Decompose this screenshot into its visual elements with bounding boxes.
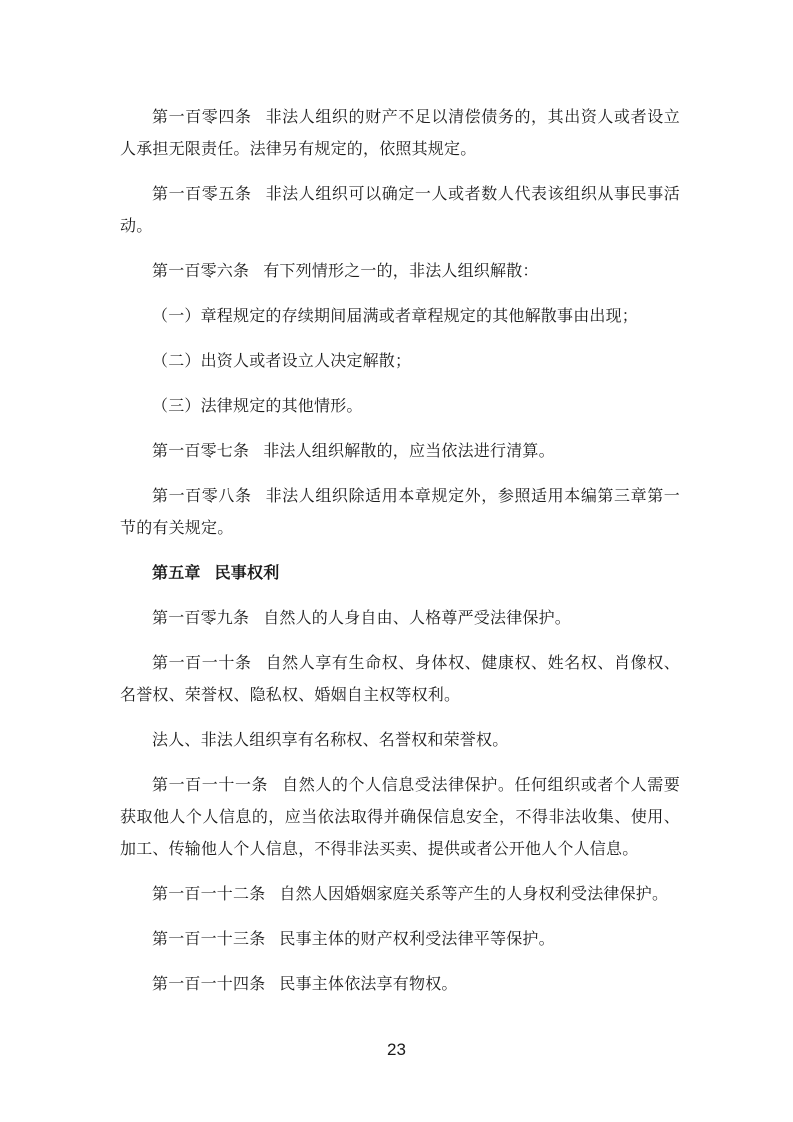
- article-114: [120, 968, 680, 1000]
- article-text: 民事主体依法享有物权。: [279, 974, 458, 993]
- article-104: [120, 101, 680, 165]
- chapter-title: 民事权利: [214, 563, 280, 582]
- chapter-heading: [120, 557, 680, 589]
- list-item-text: （三）法律规定的其他情形。: [152, 396, 363, 415]
- article-text: 法人、非法人组织享有名称权、名誉权和荣誉权。: [152, 730, 509, 749]
- page-number: 23: [387, 1040, 406, 1059]
- article-text: 自然人的人身自由、人格尊严受法律保护。: [263, 608, 572, 627]
- chapter-number: 第五章: [152, 563, 201, 582]
- article-text: 有下列情形之一的，非法人组织解散：: [263, 261, 539, 280]
- article-text: 非法人组织的财产不足以清偿债务的，其出资人或者设立人承担无限责任。法律另有规定的，依照其规定。: [120, 107, 680, 158]
- list-item-text: （一）章程规定的存续期间届满或者章程规定的其他解散事由出现；: [152, 306, 639, 325]
- article-105: [120, 178, 680, 242]
- article-112: [120, 878, 680, 910]
- article-110-paragraph-2: [120, 724, 680, 756]
- article-number: 第一百零六条: [152, 261, 250, 280]
- article-107: [120, 435, 680, 467]
- article-text: 民事主体的财产权利受法律平等保护。: [279, 929, 555, 948]
- article-number: 第一百零四条: [152, 107, 252, 126]
- article-number: 第一百一十三条: [152, 929, 266, 948]
- list-item-text: （二）出资人或者设立人决定解散；: [152, 351, 412, 370]
- article-text: 自然人因婚姻家庭关系等产生的人身权利受法律保护。: [279, 884, 669, 903]
- article-number: 第一百一十一条: [152, 775, 269, 794]
- article-text: 非法人组织除适用本章规定外，参照适用本编第三章第一节的有关规定。: [120, 486, 680, 537]
- article-text: 自然人享有生命权、身体权、健康权、姓名权、肖像权、名誉权、荣誉权、隐私权、婚姻自主权等权利。: [120, 653, 680, 704]
- article-text: 非法人组织解散的，应当依法进行清算。: [263, 441, 555, 460]
- article-111: [120, 769, 680, 865]
- article-106-item-2: [120, 345, 680, 377]
- article-108: [120, 480, 680, 544]
- article-113: [120, 923, 680, 955]
- article-number: 第一百一十条: [152, 653, 252, 672]
- article-text: 自然人的个人信息受法律保护。任何组织或者个人需要获取他人个人信息的，应当依法取得并确保信息安全，不得非法收集、使用、加工、传输他人个人信息，不得非法买卖、提供或者公开他人个人信息。: [120, 775, 680, 858]
- article-109: [120, 602, 680, 634]
- article-number: 第一百零七条: [152, 441, 250, 460]
- article-number: 第一百零九条: [152, 608, 250, 627]
- article-number: 第一百一十四条: [152, 974, 266, 993]
- article-number: 第一百零五条: [152, 184, 252, 203]
- article-text: 非法人组织可以确定一人或者数人代表该组织从事民事活动。: [120, 184, 680, 235]
- article-106-item-3: [120, 390, 680, 422]
- page-body: [120, 101, 680, 1013]
- article-110: [120, 647, 680, 711]
- article-106-item-1: [120, 300, 680, 332]
- article-106: [120, 255, 680, 287]
- article-number: 第一百一十二条: [152, 884, 266, 903]
- article-number: 第一百零八条: [152, 486, 252, 505]
